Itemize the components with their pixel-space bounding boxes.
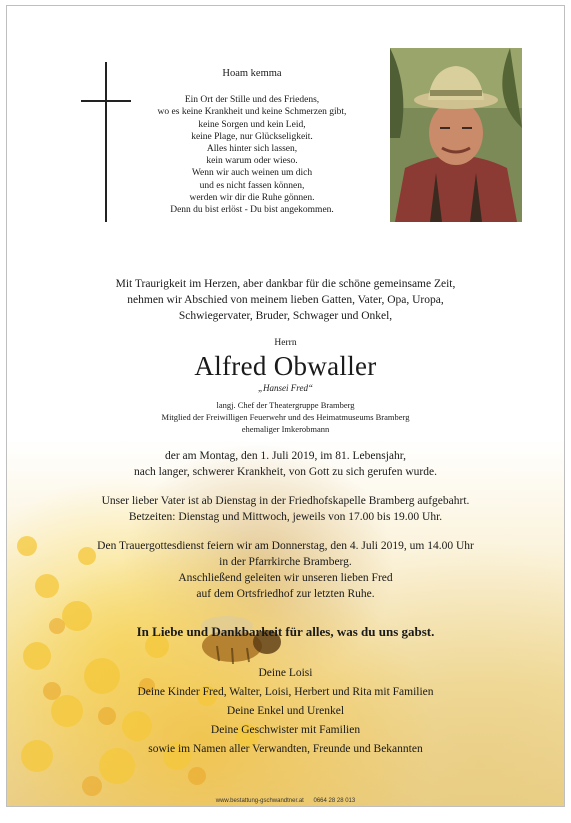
poem-line: Wenn wir auch weinen um dich bbox=[191, 168, 313, 179]
portrait-photo bbox=[390, 48, 522, 222]
cross-icon-bar bbox=[81, 100, 131, 102]
role-line: ehemaliger Imkerobmann bbox=[241, 424, 330, 434]
footer-website[interactable]: www.bestattung-gschwandtner.at bbox=[215, 798, 304, 804]
death-notice bbox=[7, 448, 564, 480]
viewing-line: Unser lieber Vater ist ab Dienstag in der Friedhofskapelle Bramberg aufgebahrt. bbox=[101, 495, 470, 507]
nickname: „Hansei Fred“ bbox=[258, 383, 313, 393]
footer bbox=[7, 798, 564, 804]
poem-line: Denn du bist erlöst - Du bist angekommen. bbox=[170, 205, 334, 216]
poem-line: keine Sorgen und kein Leid, bbox=[198, 119, 306, 130]
main-text bbox=[7, 276, 564, 759]
footer-phone: 0664 28 28 013 bbox=[313, 798, 356, 804]
poem-line: wo es keine Krankheit und keine Schmerzen gibt, bbox=[157, 107, 347, 118]
family-line: Deine Enkel und Urenkel bbox=[226, 705, 345, 717]
poem-line: und es nicht fassen können, bbox=[199, 180, 305, 191]
role-line: Mitglied der Freiwilligen Feuerwehr und des Heimatmuseums Bramberg bbox=[161, 412, 410, 422]
role-line: langj. Chef der Theatergruppe Bramberg bbox=[216, 400, 355, 410]
poem-line: keine Plage, nur Glückseligkeit. bbox=[191, 131, 313, 142]
poem bbox=[147, 68, 357, 216]
poem-line: Ein Ort der Stille und des Friedens, bbox=[184, 95, 320, 106]
viewing-line: Betzeiten: Dienstag und Mittwoch, jeweils von 17.00 bis 19.00 Uhr. bbox=[128, 511, 443, 523]
cross-icon bbox=[105, 62, 107, 222]
intro bbox=[7, 276, 564, 324]
obituary-card bbox=[6, 5, 565, 807]
service-line: Den Trauergottesdienst feiern wir am Donnerstag, den 4. Juli 2019, um 14.00 Uhr bbox=[97, 540, 474, 552]
intro-line: Schwiegervater, Bruder, Schwager und Onkel, bbox=[178, 310, 393, 322]
intro-line: nehmen wir Abschied von meinem lieben Gatten, Vater, Opa, Uropa, bbox=[127, 294, 444, 306]
intro-line: Mit Traurigkeit im Herzen, aber dankbar für die schöne gemeinsame Zeit, bbox=[115, 278, 456, 290]
family-line: sowie im Namen aller Verwandten, Freunde und Bekannten bbox=[148, 743, 423, 755]
death-line: der am Montag, den 1. Juli 2019, im 81. Lebensjahr, bbox=[165, 450, 406, 462]
roles bbox=[7, 399, 564, 435]
poem-line: Alles hinter sich lassen, bbox=[206, 144, 298, 155]
poem-line: kein warum oder wieso. bbox=[206, 156, 298, 167]
salutation: Herrn bbox=[274, 338, 297, 348]
family-list bbox=[7, 664, 564, 759]
service-line: auf dem Ortsfriedhof zur letzten Ruhe. bbox=[196, 588, 375, 600]
poem-title: Hoam kemma bbox=[222, 68, 282, 79]
death-line: nach langer, schwerer Krankheit, von Gott zu sich gerufen wurde. bbox=[134, 466, 437, 478]
deceased-name: Alfred Obwaller bbox=[194, 351, 377, 381]
service-info bbox=[7, 538, 564, 602]
family-line: Deine Kinder Fred, Walter, Loisi, Herbert und Rita mit Familien bbox=[137, 686, 434, 698]
family-line: Deine Loisi bbox=[258, 667, 313, 679]
motto: In Liebe und Dankbarkeit für alles, was du uns gabst. bbox=[136, 624, 435, 639]
poem-line: werden wir dir die Ruhe gönnen. bbox=[189, 192, 315, 203]
family-line: Deine Geschwister mit Familien bbox=[210, 724, 361, 736]
viewing-info bbox=[7, 493, 564, 525]
service-line: in der Pfarrkirche Bramberg. bbox=[219, 556, 352, 568]
service-line: Anschließend geleiten wir unseren lieben Fred bbox=[178, 572, 393, 584]
